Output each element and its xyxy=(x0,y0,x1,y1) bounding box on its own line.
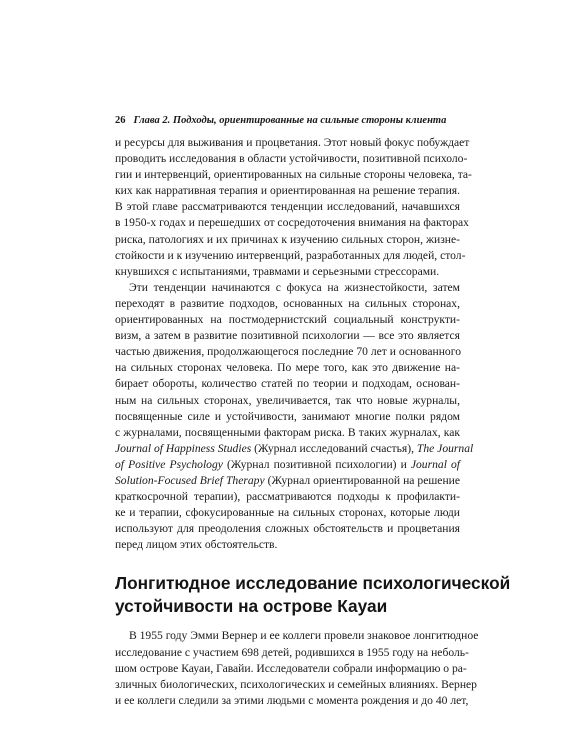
text-line: ких как нарративная терапия и ориентированная на решение терапия. xyxy=(115,184,460,198)
paragraph-1 xyxy=(115,135,472,280)
text-line: посвященные силе и устойчивости, занимают многие полки рядом xyxy=(115,409,460,423)
text-line: и ресурсы для выживания и процветания. Этот новый фокус побуждает xyxy=(115,136,470,149)
text-line: бирает обороты, количество статей по теории и подходам, основан- xyxy=(115,377,460,391)
text-line: ке и терапии, сфокусированные на сильных сторонах, которые люди xyxy=(115,506,460,520)
text-line: ным на сильных сторонах, увеличивается, так что новые журналы, xyxy=(115,393,460,407)
text-line: частью движения, продолжающегося последние 70 лет и основанного xyxy=(115,345,461,359)
text-line: используют для преодоления сложных обстоятельств и процветания xyxy=(115,522,460,536)
text-line: исследование с участием 698 детей, родившихся в 1955 году на неболь- xyxy=(115,645,469,659)
text-line: стойкости и к изучению интервенций, разработанных для людей, стол- xyxy=(115,248,466,262)
chapter-title: Глава 2. Подходы, ориентированные на сильные стороны клиента xyxy=(133,115,447,126)
journal-title: Journal of Happiness Studies xyxy=(115,441,252,455)
text-line: проводить исследования в области устойчивости, позитивной психоло- xyxy=(115,152,468,166)
text-line: перед лицом этих обстоятельств. xyxy=(115,538,278,552)
text-line xyxy=(115,473,460,489)
text-line: краткосрочной терапии), рассматриваются подходы к профилакти- xyxy=(115,490,460,504)
text-line: и ее коллеги следили за этими людьми с момента рождения и до 40 лет, xyxy=(115,693,469,707)
text-line: риска, патологиях и их причинах к изучению сильных сторон, жизне- xyxy=(115,232,460,246)
journal-title: Solution-Focused Brief Therapy xyxy=(115,473,265,487)
text-line: в 1950-х годах и перешедших от сосредоточения внимания на факторах xyxy=(115,216,469,230)
text-line: с журналами, посвященными факторам риска. В таких журналах, как xyxy=(115,425,460,439)
text-line: зличных биологических, психологических и семейных влияниях. Вернер xyxy=(115,677,477,691)
journal-title: Journal of xyxy=(410,457,461,471)
text-line: Эти тенденции начинаются с фокуса на жизнестойкости, затем xyxy=(129,280,460,294)
paragraph-2 xyxy=(115,280,474,554)
text-line: на сильных сторонах человека. По мере того, как это движение на- xyxy=(115,361,460,375)
section-heading xyxy=(115,572,511,618)
heading-line: устойчивости на острове Кауаи xyxy=(115,596,388,617)
paragraph-3 xyxy=(115,628,479,708)
page-number: 26 xyxy=(115,115,126,126)
text-line: визм, а затем в развитие позитивной психологии — все это является xyxy=(115,329,460,343)
journal-title: of Positive Psychology xyxy=(115,457,223,471)
journal-title: The Journal xyxy=(416,441,474,455)
text-line: В этой главе рассматриваются тенденции исследований, начавшихся xyxy=(115,200,460,214)
text-span: (Журнал позитивной психологии) и xyxy=(222,457,411,471)
book-page xyxy=(115,114,511,709)
text-line: переходят в развитие подходов, основанных на сильных сторонах, xyxy=(115,296,460,310)
text-line: ориентированных на постмодернистский социальный конструкти- xyxy=(115,313,460,327)
text-line: шом острове Кауаи, Гавайи. Исследователи собрали информацию о ра- xyxy=(115,661,467,675)
heading-line: Лонгитюдное исследование психологической xyxy=(115,573,511,594)
text-line: В 1955 году Эмми Вернер и ее коллеги провели знаковое лонгитюдное xyxy=(129,629,479,643)
text-span: (Журнал исследований счастья), xyxy=(251,441,417,455)
text-line xyxy=(115,441,474,457)
text-span: (Журнал ориентированной на решение xyxy=(264,473,461,487)
running-header xyxy=(115,114,460,128)
text-line: гии и интервенций, ориентированных на сильные стороны человека, та- xyxy=(115,168,472,182)
text-line xyxy=(115,457,460,473)
text-line: кнувшихся с испытаниями, травмами и серьезными стрессорами. xyxy=(115,264,440,278)
